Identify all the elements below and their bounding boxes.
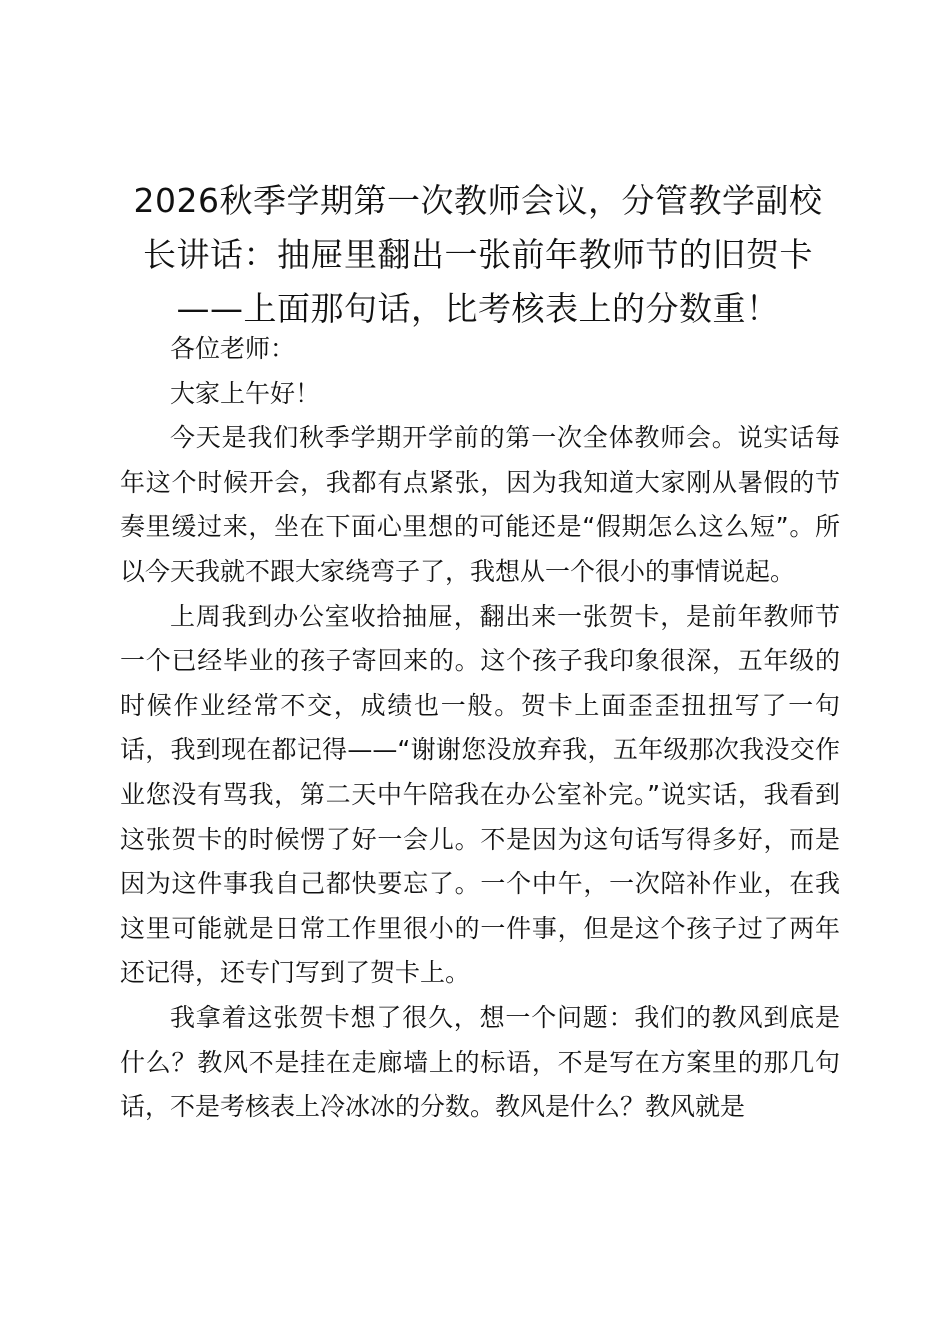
document-title: 2026秋季学期第一次教师会议，分管教学副校长讲话：抽屉里翻出一张前年教师节的旧贺卡——上面那句话，比考核表上的分数重！: [133, 181, 823, 328]
paragraph: 上周我到办公室收拾抽屉，翻出来一张贺卡，是前年教师节一个已经毕业的孩子寄回来的。这个孩子我印象很深，五年级的时候作业经常不交，成绩也一般。贺卡上面歪歪扭扭写了一句话，我到现在都记得——“谢谢您没放弃我，五年级那次我没交作业您没有骂我，第二天中午陪我在办公室补完。”说实话，我看到这张贺卡的时候愣了好一会儿。不是因为这句话写得多好，而是因为这件事我自己都快要忘了。一个中午，一次陪补作业，在我这里可能就是日常工作里很小的一件事，但是这个孩子过了两年还记得，还专门写到了贺卡上。: [120, 601, 840, 988]
document-body: [120, 327, 840, 1130]
paragraph: 今天是我们秋季学期开学前的第一次全体教师会。说实话每年这个时候开会，我都有点紧张，因为我知道大家刚从暑假的节奏里缓过来，坐在下面心里想的可能还是“假期怎么这么短”。所以今天我就不跟大家绕弯子了，我想从一个很小的事情说起。: [120, 423, 840, 586]
salutation: 各位老师：: [170, 334, 296, 363]
greeting: 大家上午好！: [170, 378, 321, 408]
paragraph: 我拿着这张贺卡想了很久，想一个问题：我们的教风到底是什么？教风不是挂在走廊墙上的标语，不是写在方案里的那几句话，不是考核表上冷冰冰的分数。教风是什么？教风就是: [120, 1002, 840, 1122]
